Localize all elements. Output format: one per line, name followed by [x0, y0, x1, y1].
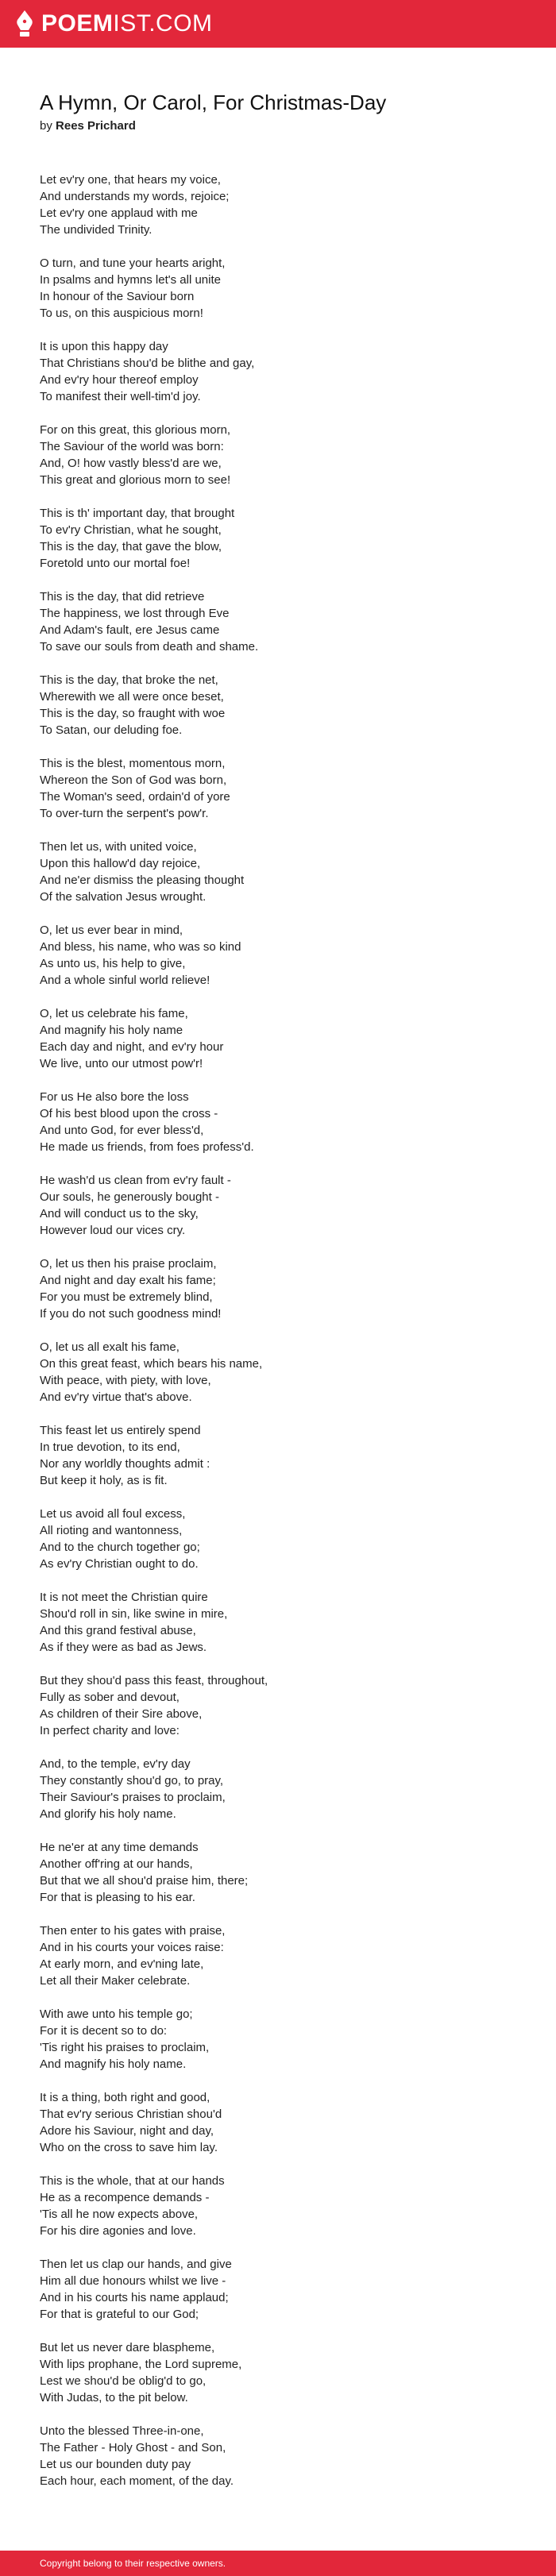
poem-line: But let us never dare blaspheme, [40, 2341, 215, 2354]
poem-line: If you do not such goodness mind! [40, 1307, 222, 1321]
site-footer [0, 2551, 556, 2576]
stanza [40, 672, 524, 738]
poem-line: However loud our vices cry. [40, 1224, 186, 1237]
stanza [40, 2173, 524, 2239]
poem-line: To ev'ry Christian, what he sought, [40, 523, 222, 537]
poem-line: Fully as sober and devout, [40, 1691, 180, 1704]
poem-line: Shou'd roll in sin, like swine in mire, [40, 1607, 228, 1621]
stanza [40, 1255, 524, 1322]
poem-line: O, let us celebrate his fame, [40, 1007, 188, 1020]
stanza [40, 588, 524, 655]
logo-text [41, 0, 213, 48]
poem-line: And bless, his name, who was so kind [40, 940, 241, 954]
poem-line: Who on the cross to save him lay. [40, 2141, 218, 2154]
poem-line: Upon this hallow'd day rejoice, [40, 857, 201, 870]
poem-line: That ev'ry serious Christian shou'd [40, 2107, 222, 2121]
poem-line: And understands my words, rejoice; [40, 190, 230, 203]
poem-line: This is the blest, momentous morn, [40, 757, 226, 770]
poem-line: And glorify his holy name. [40, 1807, 176, 1821]
poem-line: But keep it holy, as is fit. [40, 1474, 168, 1487]
poem-line: Each hour, each moment, of the day. [40, 2474, 234, 2488]
poem-line: That Christians shou'd be blithe and gay, [40, 357, 255, 370]
poem-line: And ev'ry hour thereof employ [40, 373, 199, 387]
poem-line: This feast let us entirely spend [40, 1424, 201, 1437]
stanza [40, 1589, 524, 1656]
stanza [40, 1339, 524, 1406]
stanza [40, 755, 524, 822]
poem-line: And in his courts your voices raise: [40, 1941, 224, 1954]
site-header [0, 0, 556, 48]
poem-line: Another off'ring at our hands, [40, 1857, 193, 1871]
poem-line: And a whole sinful world relieve! [40, 974, 210, 987]
poem-line: In true devotion, to its end, [40, 1440, 180, 1454]
poem-line: To over-turn the serpent's pow'r. [40, 807, 209, 820]
poem-line: The Woman's seed, ordain'd of yore [40, 790, 230, 804]
poem-line: With awe unto his temple go; [40, 2007, 193, 2021]
poem-line: Then let us clap our hands, and give [40, 2258, 232, 2271]
poem-line: O, let us then his praise proclaim, [40, 1257, 217, 1271]
poem-line: As if they were as bad as Jews. [40, 1641, 207, 1654]
poem-line: This is the day, that did retrieve [40, 590, 205, 604]
stanza [40, 1672, 524, 1739]
byline [40, 118, 524, 135]
poem-line: For that is grateful to our God; [40, 2308, 199, 2321]
poem-container [40, 89, 524, 2506]
poem-line: Our souls, he generously bought - [40, 1190, 219, 1204]
poem-line: For it is decent so to do: [40, 2024, 168, 2038]
poem-line: This is the whole, that at our hands [40, 2174, 225, 2188]
poem-line: To Satan, our deluding foe. [40, 723, 183, 737]
poem-line: Of the salvation Jesus wrought. [40, 890, 207, 904]
stanza [40, 255, 524, 322]
poem-line: For his dire agonies and love. [40, 2224, 196, 2238]
author-link[interactable]: Rees Prichard [56, 119, 136, 133]
poem-body [40, 172, 524, 2489]
poem-line: And unto God, for ever bless'd, [40, 1124, 204, 1137]
poem-line: Foretold unto our mortal foe! [40, 557, 191, 570]
stanza [40, 2006, 524, 2073]
stanza [40, 505, 524, 572]
poem-line: They constantly shou'd go, to pray, [40, 1774, 224, 1787]
poem-line: But that we all shou'd praise him, there; [40, 1874, 249, 1888]
poem-line: As unto us, his help to give, [40, 957, 186, 970]
poem-line: To us, on this auspicious morn! [40, 307, 203, 320]
poem-line: As ev'ry Christian ought to do. [40, 1557, 199, 1571]
poem-line: Lest we shou'd be oblig'd to go, [40, 2374, 207, 2388]
poem-line: Let all their Maker celebrate. [40, 1974, 191, 1988]
poem-line: And ne'er dismiss the pleasing thought [40, 873, 245, 887]
poem-line: 'Tis all he now expects above, [40, 2208, 199, 2221]
poem-line: To manifest their well-tim'd joy. [40, 390, 201, 403]
poem-line: This is th' important day, that brought [40, 507, 235, 520]
poem-line: And ev'ry virtue that's above. [40, 1390, 192, 1404]
logo-text-light: IST.COM [113, 10, 213, 37]
poem-line: It is not meet the Christian quire [40, 1591, 208, 1604]
poem-line: Of his best blood upon the cross - [40, 1107, 218, 1120]
stanza [40, 1839, 524, 1906]
poem-line: With peace, with piety, with love, [40, 1374, 211, 1387]
stanza [40, 2089, 524, 2156]
stanza [40, 1422, 524, 1489]
stanza [40, 1506, 524, 1572]
poem-line: And night and day exalt his fame; [40, 1274, 216, 1287]
poem-line: This great and glorious morn to see! [40, 473, 231, 487]
poem-line: Then enter to his gates with praise, [40, 1924, 226, 1938]
poem-line: He ne'er at any time demands [40, 1841, 199, 1854]
poem-line: For you must be extremely blind, [40, 1290, 213, 1304]
poem-line: For on this great, this glorious morn, [40, 423, 231, 437]
poem-line: Nor any worldly thoughts admit : [40, 1457, 210, 1471]
poem-line: For that is pleasing to his ear. [40, 1891, 195, 1904]
stanza [40, 2256, 524, 2323]
copyright-text: Copyright belong to their respective owners. [40, 2558, 226, 2569]
stanza [40, 1172, 524, 1239]
by-label: by [40, 119, 52, 133]
poem-line: And this grand festival abuse, [40, 1624, 196, 1637]
poem-line: 'Tis right his praises to proclaim, [40, 2041, 210, 2054]
stanza [40, 1756, 524, 1822]
poem-line: It is upon this happy day [40, 340, 168, 353]
stanza [40, 1005, 524, 1072]
poem-line: And magnify his holy name [40, 1024, 183, 1037]
poem-line: This is the day, so fraught with woe [40, 707, 226, 720]
poem-line: It is a thing, both right and good, [40, 2091, 210, 2104]
stanza [40, 2339, 524, 2406]
poem-line: This is the day, that broke the net, [40, 673, 218, 687]
poem-line: Wherewith we all were once beset, [40, 690, 224, 704]
poem-line: O turn, and tune your hearts aright, [40, 256, 226, 270]
poem-line: But they shou'd pass this feast, throughout, [40, 1674, 268, 1687]
poem-line: Let ev'ry one, that hears my voice, [40, 173, 221, 187]
poem-line: With lips prophane, the Lord supreme, [40, 2358, 242, 2371]
poem-line: Adore his Saviour, night and day, [40, 2124, 214, 2138]
poem-line: The happiness, we lost through Eve [40, 607, 230, 620]
poem-line: And, O! how vastly bless'd are we, [40, 457, 222, 470]
stanza [40, 839, 524, 905]
poem-line: In psalms and hymns let's all unite [40, 273, 221, 287]
poem-line: He made us friends, from foes profess'd. [40, 1140, 254, 1154]
poem-line: O, let us ever bear in mind, [40, 924, 183, 937]
stanza [40, 172, 524, 238]
poem-line: As children of their Sire above, [40, 1707, 203, 1721]
poem-line: Let ev'ry one applaud with me [40, 206, 198, 220]
poem-line: All rioting and wantonness, [40, 1524, 183, 1537]
poem-line: And magnify his holy name. [40, 2057, 187, 2071]
poem-line: In perfect charity and love: [40, 1724, 180, 1737]
logo-text-bold: POEM [41, 10, 114, 37]
stanza [40, 1089, 524, 1155]
poem-line: And, to the temple, ev'ry day [40, 1757, 191, 1771]
poem-line: Then let us, with united voice, [40, 840, 197, 854]
poem-line: With Judas, to the pit below. [40, 2391, 188, 2404]
stanza [40, 422, 524, 488]
poem-line: He wash'd us clean from ev'ry fault - [40, 1174, 231, 1187]
poem-line: At early morn, and ev'ning late, [40, 1957, 204, 1971]
stanza [40, 1922, 524, 1989]
poem-line: Each day and night, and ev'ry hour [40, 1040, 224, 1054]
poem-title: A Hymn, Or Carol, For Christmas-Day [40, 91, 387, 114]
poem-line: This is the day, that gave the blow, [40, 540, 222, 553]
poem-line: Him all due honours whilst we live - [40, 2274, 226, 2288]
poem-line: For us He also bore the loss [40, 1090, 189, 1104]
poem-line: He as a recompence demands - [40, 2191, 210, 2204]
poem-line: On this great feast, which bears his name, [40, 1357, 263, 1371]
poem-line: The Saviour of the world was born: [40, 440, 224, 453]
poem-line: Their Saviour's praises to proclaim, [40, 1791, 226, 1804]
poem-line: And Adam's fault, ere Jesus came [40, 623, 220, 637]
poem-line: To save our souls from death and shame. [40, 640, 259, 654]
poem-line: Whereon the Son of God was born, [40, 773, 227, 787]
poem-line: The Father - Holy Ghost - and Son, [40, 2441, 226, 2455]
stanza [40, 338, 524, 405]
poem-line: The undivided Trinity. [40, 223, 153, 237]
poem-line: Let us avoid all foul excess, [40, 1507, 186, 1521]
poem-line: In honour of the Saviour born [40, 290, 195, 303]
poem-line: Let us our bounden duty pay [40, 2458, 191, 2471]
poem-line: And in his courts his name applaud; [40, 2291, 229, 2304]
poem-line: Unto the blessed Three-in-one, [40, 2424, 204, 2438]
poem-line: We live, unto our utmost pow'r! [40, 1057, 203, 1070]
site-logo[interactable] [16, 0, 213, 48]
poem-line: O, let us all exalt his fame, [40, 1340, 180, 1354]
poem-line: And will conduct us to the sky, [40, 1207, 199, 1221]
stanza [40, 2423, 524, 2489]
pen-nib-icon [16, 10, 33, 38]
poem-line: And to the church together go; [40, 1541, 200, 1554]
stanza [40, 922, 524, 989]
